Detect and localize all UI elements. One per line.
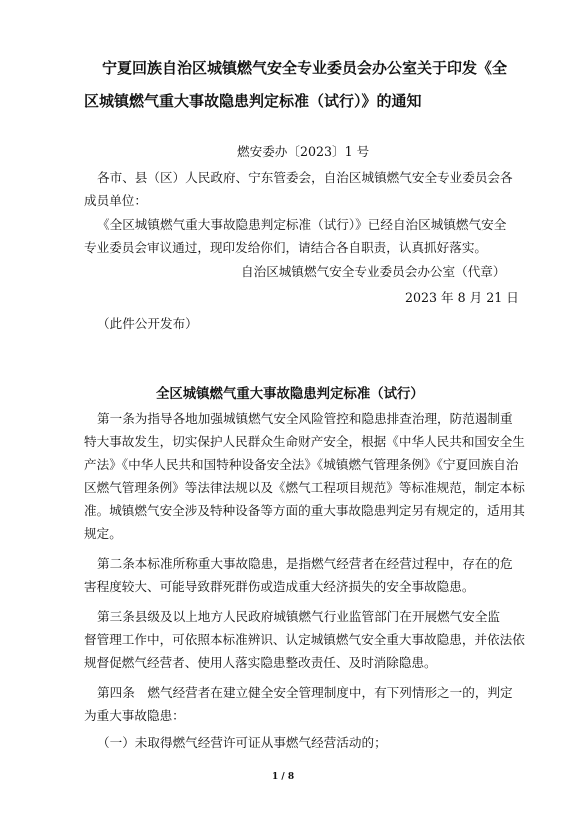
article-4-line: 第四条 燃气经营者在建立健全安全管理制度中，有下列情形之一的，判定 <box>97 685 513 700</box>
article-1-line: 第一条为指导各地加强城镇燃气安全风险管控和隐患排查治理，防范遏制重 <box>97 411 513 426</box>
standard-title: 全区城镇燃气重大事故隐患判定标准（试行） <box>156 386 424 402</box>
article-1-line: 产法》《中华人民共和国特种设备安全法》《城镇燃气管理条例》《宁夏回族自治 <box>84 457 519 472</box>
article-1-line: 准。城镇燃气安全涉及特种设备等方面的重大事故隐患判定另有规定的，适用其 <box>84 503 525 518</box>
notice-body-line2: 专业委员会审议通过，现印发给你们，请结合各自职责，认真抓好落实。 <box>84 240 487 255</box>
publish-note: （此件公开发布） <box>97 316 198 331</box>
doc-number: 燃安委办〔2023〕1 号 <box>237 144 370 159</box>
article-1-line: 特大事故发生，切实保护人民群众生命财产安全，根据《中华人民共和国安全生 <box>84 434 525 449</box>
notice-body-line1: 《全区城镇燃气重大事故隐患判定标准（试行）》已经自治区城镇燃气安全 <box>97 217 507 232</box>
issue-date: 2023 年 8 月 21 日 <box>405 290 519 305</box>
page-number: 1 / 8 <box>272 772 295 782</box>
article-3-line: 第三条县级及以上地方人民政府城镇燃气行业监管部门在开展燃气安全监 <box>97 609 500 624</box>
item-1: （一）未取得燃气经营许可证从事燃气经营活动的； <box>97 735 387 750</box>
article-2-line: 第二条本标准所称重大事故隐患，是指燃气经营者在经营过程中，存在的危 <box>97 556 513 571</box>
article-3-line: 督管理工作中，可依照本标准辨识、认定城镇燃气安全重大事故隐患，并依法依 <box>84 632 525 647</box>
article-4-line: 为重大事故隐患： <box>84 708 185 723</box>
article-2-line: 害程度较大、可能导致群死群伤或造成重大经济损失的安全事故隐患。 <box>84 579 475 594</box>
article-1-line: 规定。 <box>84 526 122 541</box>
article-3-line: 规督促燃气经营者、使用人落实隐患整改责任、及时消除隐患。 <box>84 655 437 670</box>
notice-title-line1: 宁夏回族自治区城镇燃气安全专业委员会办公室关于印发《全 <box>102 59 508 77</box>
article-1-line: 区燃气管理条例》等法律法规以及《燃气工程项目规范》等标准规范，制定本标 <box>84 480 525 495</box>
notice-title-line2: 区城镇燃气重大事故隐患判定标准（试行）》的通知 <box>84 92 422 110</box>
signature: 自治区城镇燃气安全专业委员会办公室（代章） <box>241 264 506 279</box>
addressee-line1: 各市、县（区）人民政府、宁东管委会，自治区城镇燃气安全专业委员会各 <box>97 170 513 185</box>
addressee-line2: 成员单位： <box>84 193 147 208</box>
